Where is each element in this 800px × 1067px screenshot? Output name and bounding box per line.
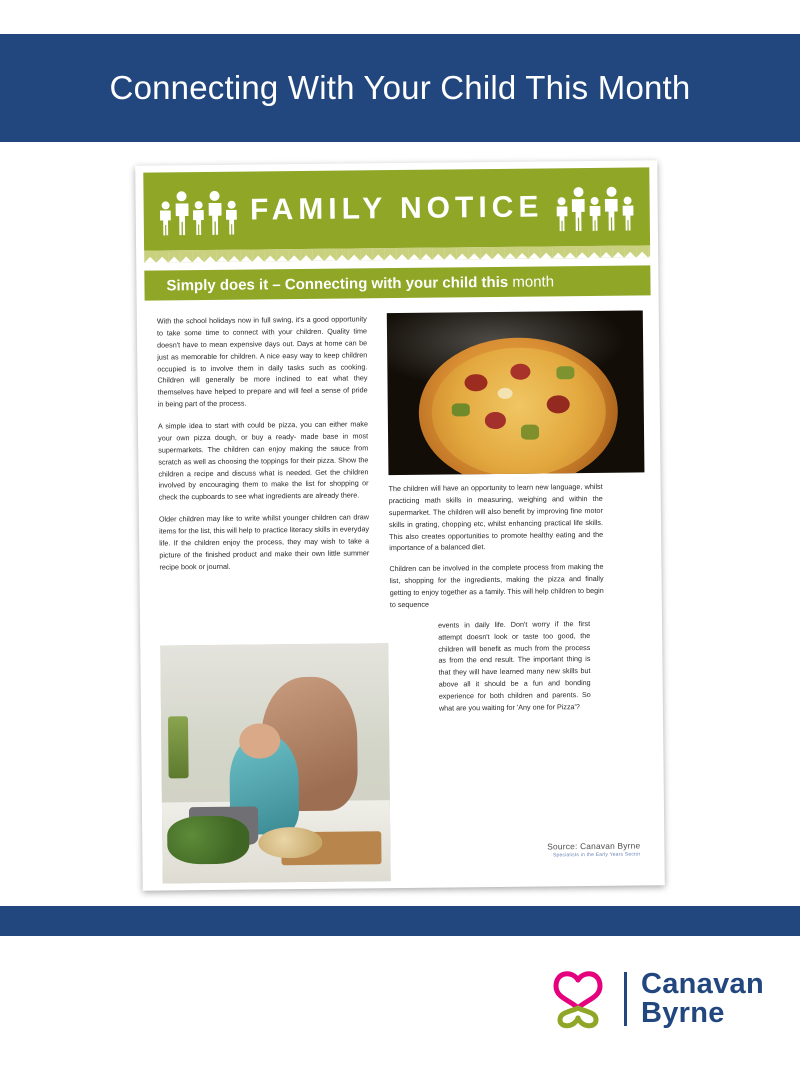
document-page — [135, 160, 665, 890]
family-figures-right-icon — [555, 183, 634, 232]
document-masthead — [143, 167, 650, 250]
document-subheading — [144, 273, 554, 294]
family-notice-document — [135, 160, 665, 890]
right-paragraph-2: Children can be involved in the complete process from making the list, shopping for the ingredients, making the pizza and finally getting to enjoy together as a family. This will help children to begin to sequence — [389, 562, 604, 609]
mother-and-child-cooking-photo — [160, 643, 390, 883]
canavan-byrne-logo — [548, 968, 764, 1030]
left-column-text — [157, 313, 370, 583]
document-subheading-bar — [144, 265, 650, 300]
source-sublabel: Specialists in the Early Years Sector — [552, 851, 641, 859]
right-column-text — [389, 481, 606, 724]
document-masthead-title: FAMILY NOTICE — [249, 190, 544, 227]
right-paragraph-3: events in daily life. Don't worry if the first attempt doesn't look or taste too good, the children will benefit as much from the process as from the end result. The important thing is that they will have learned many new skills but above all it should be a fun and bonding experience for both children and parents. So what are you waiting for 'Any one for Pizza'? — [437, 618, 591, 713]
document-source — [547, 841, 640, 859]
source-label: Source: Canavan Byrne — [547, 840, 641, 852]
logo-name-line-2: Byrne — [641, 997, 725, 1029]
logo-name-line-1: Canavan — [641, 968, 764, 1000]
document-subheading-bold: Simply does it – Connecting with your child this — [166, 273, 509, 294]
right-paragraph-1: The children will have an opportunity to learn new language, whilst practicing math skills in measuring, weighing and within the supermarket. The children will also benefit by improving fine motor skills in grating, chopping etc, whilst enhancing practical life skills. This also creates opportunities to promote healthy eating and the importance of a balanced diet. — [388, 481, 604, 553]
left-paragraph-2: A simple idea to start with could be pizza, you can either make your own pizza dough, or buy a ready- made base in most supermarkets. The children can enjoy making the sauce from scratch as well as choosing the toppings for their pizza. Show the children a recipe and discuss what is needed. Get the children involved by encouraging them to make the list for shopping or check the cupboards to see what ingredients are already there. — [157, 419, 369, 502]
logo-divider — [624, 972, 627, 1026]
pizza-photo — [387, 310, 645, 475]
page-title: Connecting With Your Child This Month — [109, 69, 691, 106]
left-paragraph-3: Older children may like to write whilst younger children can draw items for the list, this will help to practice literacy skills in everyday life. If the children enjoy the process, they may wish to take a picture of the finished product and make their own little summer recipe book or journal. — [158, 512, 370, 572]
page-footer-banner — [0, 906, 800, 936]
butterfly-logo-icon — [548, 968, 610, 1030]
left-paragraph-1: With the school holidays now in full swing, it's a good opportunity to take some time to connect with your children. Quality time doesn't have to mean expensive days out. Days at home can be just as memorable for children. A nice easy way to keep children occupied is to involve them in daily tasks such as cooking. Children will generally be more inclined to eat what they themselves have helped to prepare and will feel a sense of pride in being part of the process. — [156, 314, 368, 409]
logo-wordmark — [641, 970, 764, 1028]
family-figures-left-icon — [159, 187, 238, 236]
page-header-banner — [0, 34, 800, 142]
document-subheading-light: month — [508, 272, 555, 291]
